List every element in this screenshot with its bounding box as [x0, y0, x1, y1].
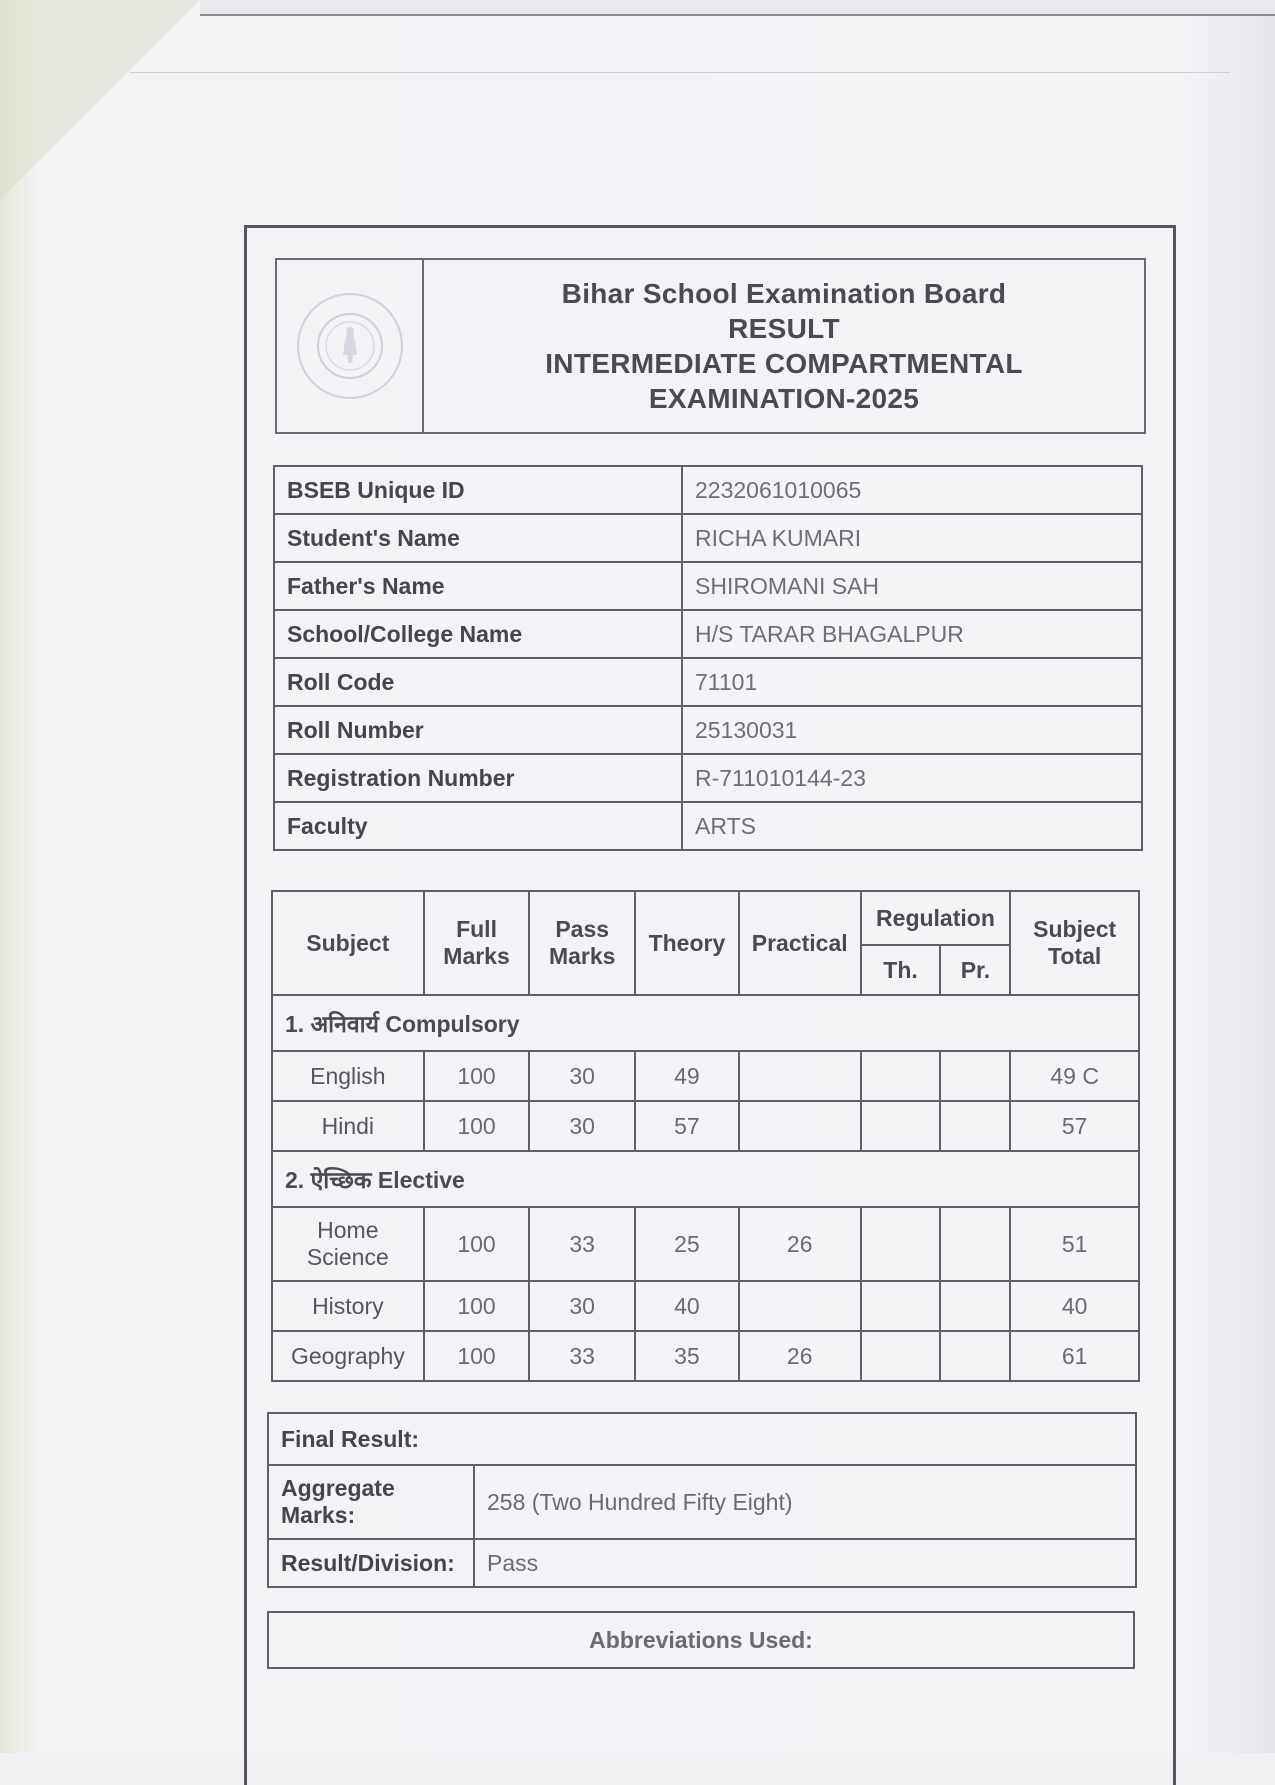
- info-value: ARTS: [682, 802, 1142, 850]
- theory-cell: 25: [635, 1207, 739, 1281]
- pass-marks-cell: 30: [529, 1051, 635, 1101]
- reg-pr-cell: [940, 1331, 1010, 1381]
- col-reg-pr: Pr.: [940, 945, 1010, 995]
- col-pass-marks: Pass Marks: [529, 891, 635, 995]
- division-value: Pass: [474, 1539, 1136, 1587]
- final-result-title: Final Result:: [268, 1413, 1136, 1465]
- table-row: [274, 802, 1142, 850]
- col-full-marks: Full Marks: [424, 891, 530, 995]
- info-label: Faculty: [274, 802, 682, 850]
- abbreviations-title: Abbreviations Used:: [589, 1626, 813, 1653]
- col-reg-th: Th.: [861, 945, 941, 995]
- col-practical: Practical: [739, 891, 861, 995]
- subject-total-cell: 51: [1010, 1207, 1139, 1281]
- theory-cell: 49: [635, 1051, 739, 1101]
- final-result-table: [267, 1412, 1137, 1588]
- table-row: [268, 1413, 1136, 1465]
- exam-year: EXAMINATION-2025: [648, 383, 920, 414]
- table-row: [274, 658, 1142, 706]
- practical-cell: [739, 1051, 861, 1101]
- full-marks-cell: 100: [424, 1207, 530, 1281]
- info-label: Roll Code: [274, 658, 682, 706]
- info-value: 25130031: [682, 706, 1142, 754]
- info-value: H/S TARAR BHAGALPUR: [682, 610, 1142, 658]
- reg-th-cell: [861, 1281, 941, 1331]
- section-elective: 2. ऐच्छिक Elective: [272, 1151, 1139, 1207]
- subject-total-cell: 40: [1010, 1281, 1139, 1331]
- table-row: [268, 1465, 1136, 1539]
- info-label: BSEB Unique ID: [274, 466, 682, 514]
- theory-cell: 40: [635, 1281, 739, 1331]
- info-label: Father's Name: [274, 562, 682, 610]
- student-info-table: [273, 465, 1143, 851]
- full-marks-cell: 100: [424, 1281, 530, 1331]
- marks-table: [271, 890, 1140, 1382]
- division-label: Result/Division:: [268, 1539, 474, 1587]
- subject-cell: Home Science: [272, 1207, 424, 1281]
- section-compulsory: 1. अनिवार्य Compulsory: [272, 995, 1139, 1051]
- table-row: [272, 1207, 1139, 1281]
- info-label: Roll Number: [274, 706, 682, 754]
- info-value: 71101: [682, 658, 1142, 706]
- theory-cell: 35: [635, 1331, 739, 1381]
- table-row: [272, 1051, 1139, 1101]
- reg-th-cell: [861, 1101, 941, 1151]
- reg-th-cell: [861, 1051, 941, 1101]
- result-header: [275, 258, 1146, 434]
- table-row: [274, 562, 1142, 610]
- header-title: [424, 260, 1144, 432]
- info-value: SHIROMANI SAH: [682, 562, 1142, 610]
- logo-cell: [277, 260, 424, 432]
- reg-pr-cell: [940, 1281, 1010, 1331]
- info-label: Registration Number: [274, 754, 682, 802]
- board-name: Bihar School Examination Board: [561, 278, 1007, 309]
- board-seal-icon: [297, 293, 403, 399]
- section-row: [272, 995, 1139, 1051]
- col-theory: Theory: [635, 891, 739, 995]
- practical-cell: 26: [739, 1207, 861, 1281]
- reg-th-cell: [861, 1331, 941, 1381]
- subject-cell: Geography: [272, 1331, 424, 1381]
- subject-total-cell: 61: [1010, 1331, 1139, 1381]
- table-row: [274, 706, 1142, 754]
- paper-top-edge: [200, 0, 1275, 16]
- info-value: RICHA KUMARI: [682, 514, 1142, 562]
- folded-corner: [0, 0, 200, 200]
- col-subject: Subject: [272, 891, 424, 995]
- col-regulation: Regulation: [861, 891, 1011, 945]
- reg-pr-cell: [940, 1207, 1010, 1281]
- theory-cell: 57: [635, 1101, 739, 1151]
- abbreviations-box: [267, 1611, 1135, 1669]
- table-row: [274, 610, 1142, 658]
- table-row: [274, 514, 1142, 562]
- full-marks-cell: 100: [424, 1051, 530, 1101]
- section-row: [272, 1151, 1139, 1207]
- full-marks-cell: 100: [424, 1101, 530, 1151]
- reg-pr-cell: [940, 1051, 1010, 1101]
- info-label: Student's Name: [274, 514, 682, 562]
- aggregate-label: Aggregate Marks:: [268, 1465, 474, 1539]
- reg-pr-cell: [940, 1101, 1010, 1151]
- subject-cell: English: [272, 1051, 424, 1101]
- practical-cell: [739, 1281, 861, 1331]
- subject-total-cell: 49 C: [1010, 1051, 1139, 1101]
- full-marks-cell: 100: [424, 1331, 530, 1381]
- subject-total-cell: 57: [1010, 1101, 1139, 1151]
- col-subject-total: Subject Total: [1010, 891, 1139, 995]
- table-row: [272, 1101, 1139, 1151]
- reg-th-cell: [861, 1207, 941, 1281]
- exam-name: INTERMEDIATE COMPARTMENTAL: [545, 348, 1023, 379]
- table-row: [272, 1331, 1139, 1381]
- practical-cell: [739, 1101, 861, 1151]
- subject-cell: History: [272, 1281, 424, 1331]
- pass-marks-cell: 33: [529, 1207, 635, 1281]
- table-row: [274, 754, 1142, 802]
- pass-marks-cell: 30: [529, 1101, 635, 1151]
- table-row: [272, 1281, 1139, 1331]
- table-row: [274, 466, 1142, 514]
- practical-cell: 26: [739, 1331, 861, 1381]
- info-value: 2232061010065: [682, 466, 1142, 514]
- info-label: School/College Name: [274, 610, 682, 658]
- fold-line: [130, 72, 1230, 73]
- pass-marks-cell: 33: [529, 1331, 635, 1381]
- aggregate-value: 258 (Two Hundred Fifty Eight): [474, 1465, 1136, 1539]
- pass-marks-cell: 30: [529, 1281, 635, 1331]
- subject-cell: Hindi: [272, 1101, 424, 1151]
- result-heading: RESULT: [728, 313, 840, 344]
- table-row: [268, 1539, 1136, 1587]
- info-value: R-711010144-23: [682, 754, 1142, 802]
